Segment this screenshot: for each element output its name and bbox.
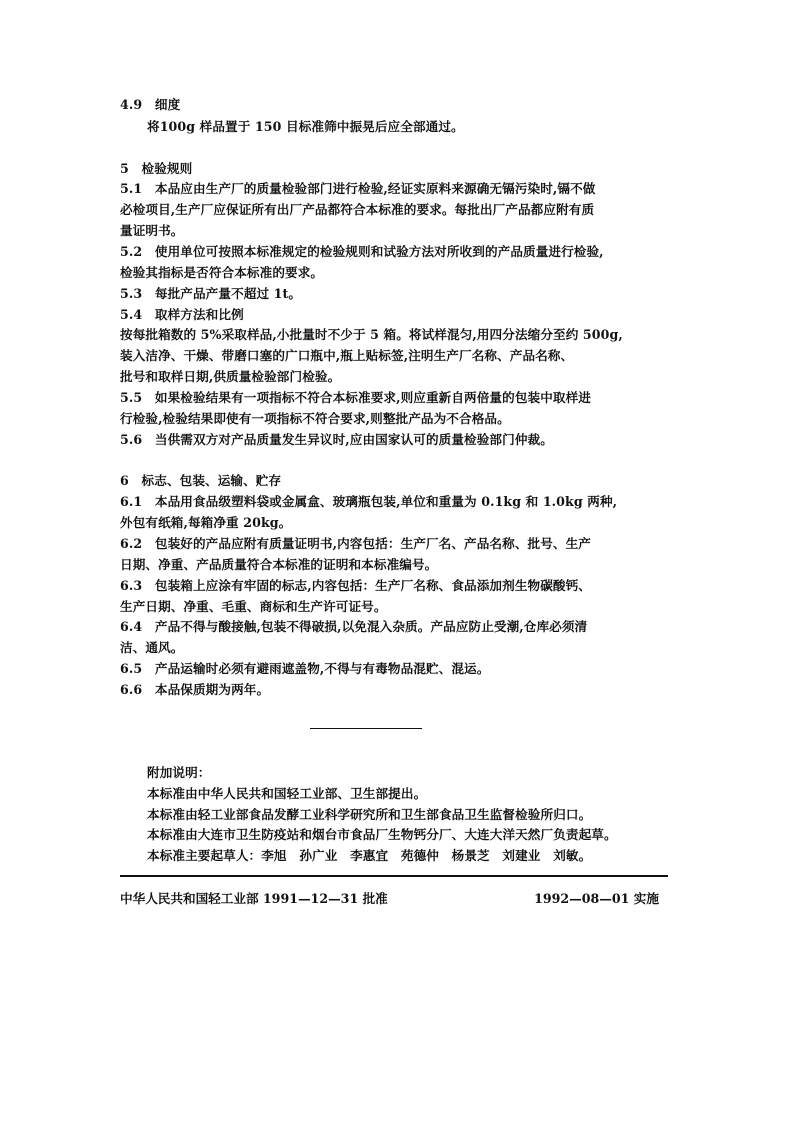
section-6-3-line-1: 6.3 包装箱上应涂有牢固的标志,内容包括：生产厂名称、食品添加剂生物碳酸钙、: [120, 578, 591, 593]
section-6-2-line-2: 日期、净重、产品质量符合本标准的证明和本标准编号。: [120, 557, 438, 572]
footer-approval: 中华人民共和国轻工业部 1991—12—31 批准: [120, 891, 388, 906]
section-5-5-line-2: 行检验,检验结果即使有一项指标不符合要求,则整批产品为不合格品。: [120, 411, 510, 426]
section-5-4-line-2: 装入洁净、干燥、带磨口塞的广口瓶中,瓶上贴标签,注明生产厂名称、产品名称、: [120, 348, 574, 363]
notes-line-3: 本标准由大连市卫生防疫站和烟台市食品厂生物钙分厂、大连大洋天然厂负责起草。: [147, 827, 617, 842]
section-6-4-line-2: 洁、通风。: [120, 640, 184, 655]
section-4-9-body: 将100g 样品置于 150 目标准筛中振晃后应全部通过。: [147, 119, 464, 134]
section-6-4-line-1: 6.4 产品不得与酸接触,包装不得破损,以免混入杂质。产品应防止受潮,仓库必须清: [120, 619, 588, 634]
section-5-5-line-1: 5.5 如果检验结果有一项指标不符合本标准要求,则应重新自两倍量的包装中取样进: [120, 390, 591, 405]
notes-line-2: 本标准由轻工业部食品发酵工业科学研究所和卫生部食品卫生监督检验所归口。: [147, 807, 592, 822]
section-5-4-line-1: 按每批箱数的 5%采取样品,小批量时不少于 5 箱。将试样混匀,用四分法缩分至约 500g,: [120, 327, 623, 342]
section-4-9-title: 4.9 细度: [120, 97, 181, 112]
section-5-title: 5 检验规则: [120, 161, 193, 176]
footer-implementation: 1992—08—01 实施: [534, 891, 659, 906]
section-5-3: 5.3 每批产品产量不超过 1t。: [120, 286, 302, 301]
section-5-2-line-1: 5.2 使用单位可按照本标准规定的检验规则和试验方法对所收到的产品质量进行检验,: [120, 244, 604, 259]
section-6-3-line-2: 生产日期、净重、毛重、商标和生产许可证号。: [120, 599, 387, 614]
section-5-6: 5.6 当供需双方对产品质量发生异议时,应由国家认可的质量检验部门仲裁。: [120, 432, 553, 447]
section-5-1-line-1: 5.1 本品应由生产厂的质量检验部门进行检验,经证实原料来源确无镉污染时,镉不做: [120, 181, 596, 196]
section-5-2-line-2: 检验其指标是否符合本标准的要求。: [120, 265, 324, 280]
notes-line-4: 本标准主要起草人：李旭 孙广业 李惠宜 苑德仲 杨景芝 刘建业 刘敏。: [147, 848, 592, 863]
notes-line-1: 本标准由中华人民共和国轻工业部、卫生部提出。: [147, 786, 427, 801]
section-6-1-line-1: 6.1 本品用食品级塑料袋或金属盒、玻璃瓶包装,单位和重量为 0.1kg 和 1.0kg 两种,: [120, 494, 618, 509]
section-5-4-line-3: 批号和取样日期,供质量检验部门检验。: [120, 369, 341, 384]
section-5-4-title: 5.4 取样方法和比例: [120, 307, 244, 322]
section-5-1-line-3: 量证明书。: [120, 223, 184, 238]
section-6-6: 6.6 本品保质期为两年。: [120, 682, 270, 697]
section-end-divider: [310, 728, 422, 729]
section-6-2-line-1: 6.2 包装好的产品应附有质量证明书,内容包括：生产厂名、产品名称、批号、生产: [120, 536, 591, 551]
section-6-5: 6.5 产品运输时必须有避雨遮盖物,不得与有毒物品混贮、混运。: [120, 661, 490, 676]
section-5-1-line-2: 必检项目,生产厂应保证所有出厂产品都符合本标准的要求。每批出厂产品都应附有质: [120, 202, 595, 217]
section-6-1-line-2: 外包有纸箱,每箱净重 20kg。: [120, 515, 292, 530]
section-6-title: 6 标志、包装、运输、贮存: [120, 473, 282, 488]
footer-divider: [120, 875, 668, 877]
notes-title: 附加说明：: [147, 765, 211, 780]
